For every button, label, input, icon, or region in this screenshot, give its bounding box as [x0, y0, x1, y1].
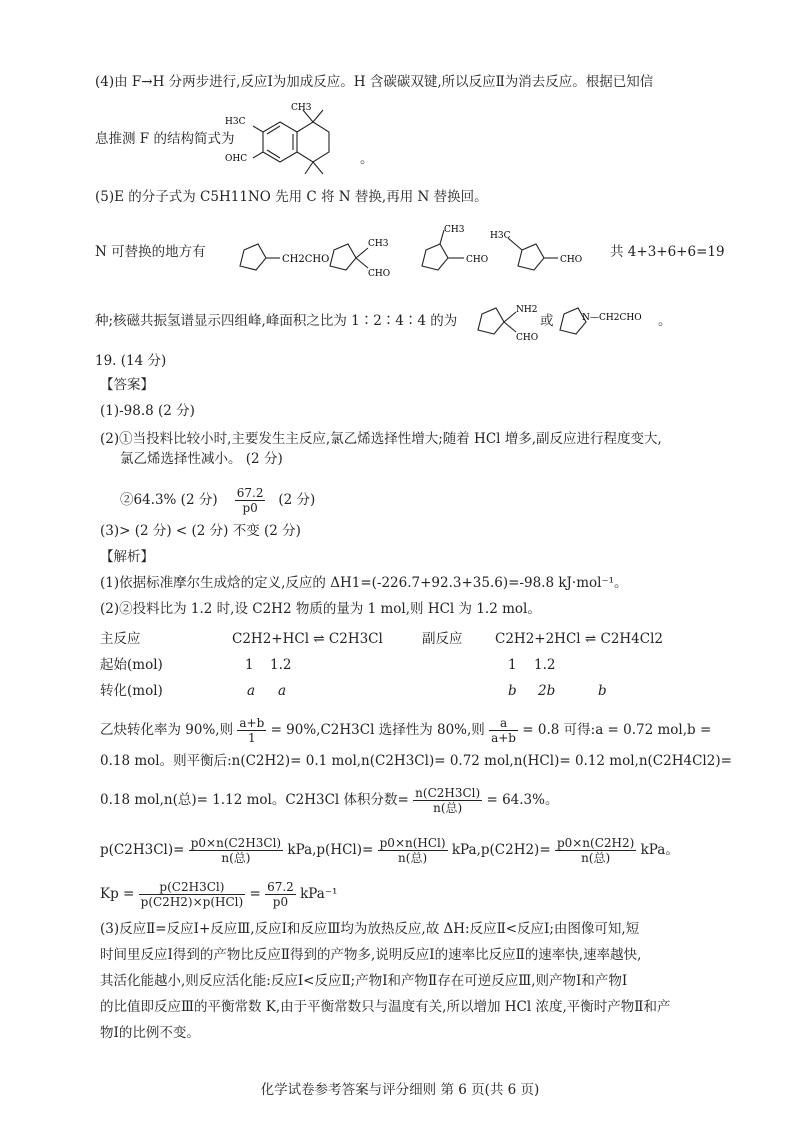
- frac-den: n(总): [221, 851, 251, 865]
- frac-den: n(总): [433, 801, 463, 815]
- main-reaction-eq: C2H2+HCl ⇌ C2H3Cl: [232, 631, 383, 647]
- analysis-4-line4: 的比值即反应Ⅲ的平衡常数 K,由于平衡常数只与温度有关,所以增加 HCl 浓度,平衡时产物Ⅱ和产: [100, 999, 671, 1015]
- x3-frac1: [237, 716, 266, 745]
- row-start-label: 起始(mol): [100, 657, 163, 673]
- answer-title: 【答案】: [100, 377, 154, 393]
- kp-frac2: [265, 880, 296, 909]
- frac-den: n(总): [398, 851, 428, 865]
- label-cho-3: CHO: [466, 255, 489, 265]
- q18-p5-line3-end: 。: [658, 313, 672, 329]
- answer-3: (3)> (2 分) < (2 分) 不变 (2 分): [100, 523, 301, 539]
- page-footer: 化学试卷参考答案与评分细则 第 6 页(共 6 页): [260, 1082, 540, 1098]
- q18-p5-line3-lead: 种;核磁共振氢谱显示四组峰,峰面积之比为 1∶2∶4∶4 的为: [95, 313, 458, 329]
- p-frac2: [378, 836, 448, 865]
- x3-frac3: [413, 786, 482, 815]
- analysis-3-line3: [100, 786, 558, 815]
- frac-num: p0×n(C2H3Cl): [190, 836, 282, 850]
- frac-den: a+b: [491, 731, 516, 745]
- analysis-title: 【解析】: [100, 549, 154, 565]
- x3-a: 乙炔转化率为 90%,则: [100, 722, 234, 738]
- x3-b: = 90%,C2H3Cl 选择性为 80%,则: [270, 722, 485, 738]
- analysis-2: (2)②投料比为 1.2 时,设 C2H2 物质的量为 1 mol,则 HCl 为 1.2 mol。: [100, 601, 541, 617]
- frac-num: p(C2H3Cl): [139, 880, 246, 895]
- label-cho-5: CHO: [516, 333, 539, 343]
- analysis-3-line2: 0.18 mol。则平衡后:n(C2H2)= 0.1 mol,n(C2H3Cl)= 0.72 mol,n(HCl)= 0.12 mol,n(C2H4Cl2)=: [100, 753, 732, 769]
- answer-2-2: [120, 486, 315, 515]
- frac-num: a+b: [239, 716, 265, 730]
- label-ch3: CH3: [291, 103, 312, 113]
- label-ch3-2: CH3: [368, 239, 389, 249]
- answer-2-line1: (2)①当投料比较小时,主要发生主反应,氯乙烯选择性增大;随着 HCl 增多,副反应进行程度变大,: [100, 431, 662, 447]
- side-reaction-eq: C2H2+2HCl ⇌ C2H4Cl2: [495, 631, 664, 647]
- analysis-4-line5: 物Ⅰ的比例不变。: [100, 1025, 200, 1041]
- x3-frac2: [489, 716, 518, 745]
- kp-lead: Kp =: [100, 886, 135, 902]
- q18-p4-end: 。: [360, 151, 374, 167]
- start-side-2: 1.2: [534, 657, 556, 673]
- p-c: kPa,p(C2H2)=: [451, 842, 551, 858]
- kp-line: [100, 880, 337, 909]
- answer-2-2-frac: [235, 486, 266, 515]
- change-main-2: a: [278, 683, 287, 699]
- q18-p4-line1: (4)由 F→H 分两步进行,反应Ⅰ为加成反应。H 含碳碳双键,所以反应Ⅱ为消去反应。根据已知信: [95, 74, 654, 90]
- frac-den: p0: [272, 895, 289, 909]
- answer-2-2-tail: (2 分): [278, 492, 316, 508]
- change-side-3: b: [598, 683, 607, 699]
- label-ch2cho: CH2CHO: [282, 254, 330, 265]
- q18-p5-line3-or: 或: [540, 313, 554, 329]
- change-side-2: 2b: [538, 683, 556, 699]
- frac-den: p0: [242, 501, 258, 515]
- structure-n-ch2cho: [556, 300, 666, 340]
- label-cho-2: CHO: [368, 269, 391, 279]
- answer-1: (1)-98.8 (2 分): [100, 403, 195, 419]
- label-cho-4: CHO: [560, 255, 583, 265]
- x3-line3-b: = 64.3%。: [486, 792, 559, 808]
- structures-replacement-sites: [222, 222, 642, 292]
- p-frac1: [189, 836, 283, 865]
- label-ohc: OHC: [225, 154, 248, 164]
- answer-2-2-lead: ②64.3% (2 分): [120, 492, 218, 508]
- main-reaction-label: 主反应: [100, 631, 141, 647]
- frac-den: n(总): [581, 851, 611, 865]
- analysis-4-line2: 时间里反应Ⅰ得到的产物比反应Ⅱ得到的产物多,说明反应Ⅰ的速率比反应Ⅱ的速率快,速率越快,: [100, 947, 642, 963]
- analysis-4-line3: 其活化能越小,则反应活化能:反应Ⅰ<反应Ⅱ;产物Ⅰ和产物Ⅱ存在可逆反应Ⅲ,则产物Ⅰ和产物Ⅰ: [100, 973, 628, 989]
- label-h3c-4: H3C: [490, 231, 511, 241]
- q18-p5-line2-tail: 共 4+3+6+6=19: [610, 244, 725, 260]
- q18-p4-line2: 息推测 F 的结构简式为: [95, 131, 235, 147]
- x3-line3-a: 0.18 mol,n(总)= 1.12 mol。C2H3Cl 体积分数=: [100, 792, 409, 808]
- change-side-1: b: [508, 683, 517, 699]
- p-a: p(C2H3Cl)=: [100, 842, 185, 858]
- frac-num: 67.2: [236, 486, 264, 500]
- x3-c: = 0.8 可得:a = 0.72 mol,b =: [522, 722, 712, 738]
- analysis-3-line1: [100, 716, 711, 745]
- q19-header: 19. (14 分): [95, 353, 167, 369]
- label-n: N: [582, 313, 590, 323]
- start-side-1: 1: [508, 657, 517, 673]
- p-b: kPa,p(HCl)=: [287, 842, 374, 858]
- answer-2-line2: 氯乙烯选择性减小。 (2 分): [120, 451, 283, 467]
- frac-num: a: [489, 716, 518, 731]
- frac-den: 1: [248, 731, 256, 745]
- partial-pressure-line: [100, 836, 679, 865]
- label-h3c: H3C: [225, 117, 246, 127]
- frac-den: p(C2H2)×p(HCl): [140, 895, 244, 909]
- change-main-1: a: [247, 683, 256, 699]
- frac-num: p0×n(C2H2): [556, 836, 635, 850]
- p-frac3: [555, 836, 636, 865]
- analysis-4-line1: (3)反应Ⅱ=反应Ⅰ+反应Ⅲ,反应Ⅰ和反应Ⅲ均为放热反应,故 ΔH:反应Ⅱ<反应Ⅰ;由图像可知,短: [100, 921, 640, 937]
- kp-unit: kPa⁻¹: [300, 886, 338, 902]
- start-main-1: 1: [245, 657, 254, 673]
- side-reaction-label: 副反应: [422, 631, 463, 647]
- frac-num: n(C2H3Cl): [415, 786, 481, 800]
- q18-p5-line1: (5)E 的分子式为 C5H11NO 先用 C 将 N 替换,再用 N 替换回。: [95, 189, 488, 205]
- frac-num: 67.2: [267, 880, 294, 894]
- label-ch3-3: CH3: [444, 225, 465, 235]
- row-change-label: 转化(mol): [100, 683, 163, 699]
- frac-num: p0×n(HCl): [379, 836, 446, 850]
- kp-frac: [139, 880, 246, 909]
- kp-eq: =: [249, 886, 261, 902]
- p-d: kPa。: [640, 842, 679, 858]
- analysis-1: (1)依据标准摩尔生成焓的定义,反应的 ΔH1=(-226.7+92.3+35.6)=-98.8 kJ·mol⁻¹。: [100, 575, 628, 591]
- start-main-2: 1.2: [270, 657, 292, 673]
- label-n-ch2cho: —CH2CHO: [590, 313, 642, 323]
- structure-nh2-cho: [472, 296, 542, 346]
- structure-f: [225, 100, 355, 180]
- q18-p5-line2-lead: N 可替换的地方有: [95, 244, 206, 260]
- label-nh2: NH2: [516, 305, 538, 315]
